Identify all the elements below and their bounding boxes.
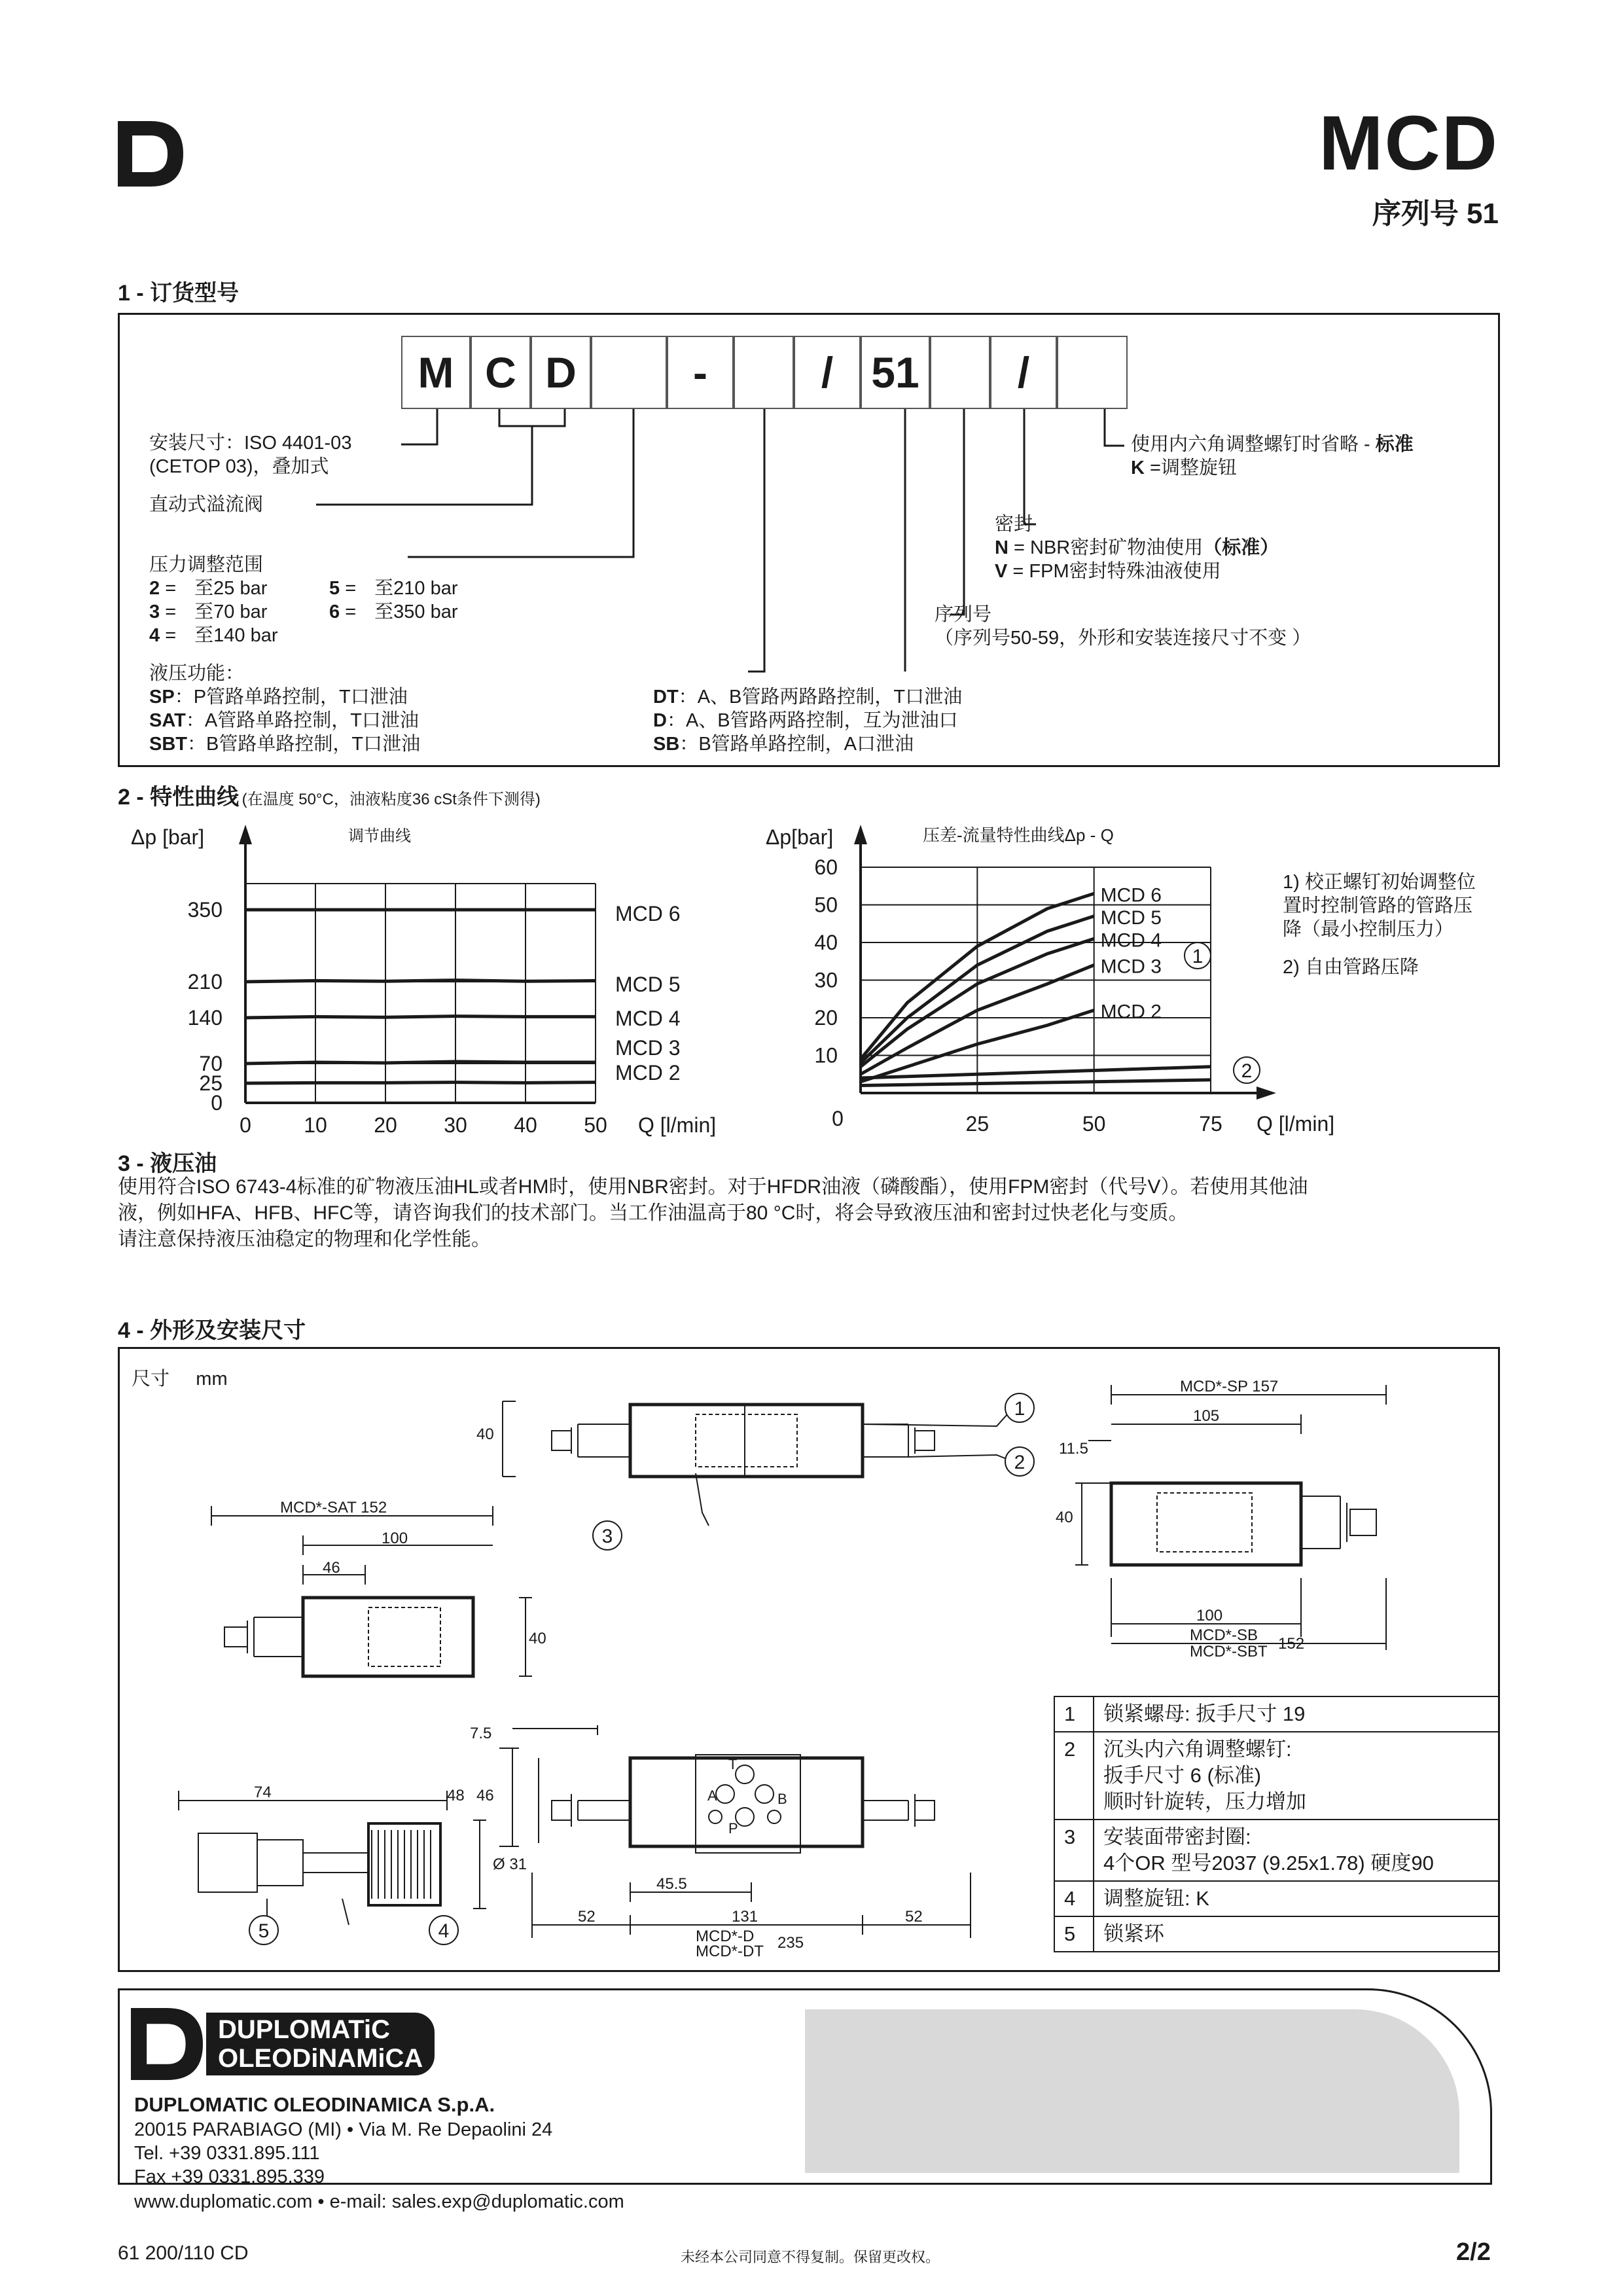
dim-40c: 40	[1056, 1509, 1073, 1526]
y-tick-label: 60	[814, 855, 838, 879]
x-tick-label: 75	[1199, 1112, 1222, 1136]
section3-title: 3 - 液压油	[118, 1151, 217, 1176]
pressure-range-title: 压力调整范围	[149, 554, 264, 575]
hyd-row: D：A、B管路两路控制，互为泄油口	[653, 710, 958, 731]
valve-body-top	[630, 1405, 863, 1477]
x-axis-arrow-icon	[1257, 1086, 1276, 1100]
x-tick-label: 40	[514, 1113, 537, 1137]
chart-note-1: 1) 校正螺钉初始调整位 置时控制管路的管路压 降（最小控制压力）	[1283, 872, 1476, 940]
series-label: MCD 2	[1100, 1001, 1162, 1023]
section2-heading: 2 - 特性曲线 (在温度 50°C，油液粘度36 cSt条件下测得)	[118, 785, 541, 810]
code-cell: /	[794, 336, 861, 409]
seal-fpm: V = FPM密封特殊油液使用	[995, 561, 1221, 582]
y-tick-label: 70	[199, 1052, 223, 1075]
company-address: 20015 PARABIAGO (MI) • Via M. Re Depaolini 24	[134, 2119, 553, 2140]
dim-11-5: 11.5	[1059, 1440, 1088, 1458]
seal-nbr: N = NBR密封矿物油使用（标准）	[995, 537, 1279, 558]
table-row: 1 锁紧螺母: 扳手尺寸 19	[1054, 1696, 1499, 1732]
series-label: MCD 6	[1100, 884, 1162, 906]
fluid-text-3: 请注意保持液压油稳定的物理和化学性能。	[118, 1229, 491, 1250]
series-label: MCD 5	[615, 973, 681, 996]
page-title: MCD	[1319, 100, 1499, 187]
dim-100a: 100	[382, 1530, 408, 1547]
regulation-curve-chart	[118, 818, 772, 1145]
ordering-code-box	[118, 313, 1500, 767]
series-line	[245, 1016, 596, 1018]
hyd-row: SB：B管路单路控制，A口泄油	[653, 734, 914, 755]
port-p-label: P	[728, 1820, 738, 1837]
callout-2: 2	[1014, 1452, 1026, 1473]
mount-label-1: 安装尺寸：ISO 4401-03	[149, 433, 352, 454]
chart-title: 调节曲线	[348, 827, 411, 845]
direct-acting-label: 直动式溢流阀	[149, 494, 264, 515]
dim-131: 131	[732, 1908, 758, 1926]
code-cell: C	[471, 336, 531, 409]
grey-panel	[805, 2009, 1459, 2173]
dim-235: 235	[777, 1934, 804, 1952]
series-label: MCD 5	[1100, 906, 1162, 929]
y-tick-label: 50	[814, 893, 838, 917]
series-label: MCD 3	[615, 1036, 681, 1060]
unit-label: 尺寸 mm	[132, 1369, 228, 1390]
port-t-label: T	[728, 1756, 738, 1772]
dim-sb: MCD*-SB	[1190, 1626, 1258, 1644]
dim-31: Ø 31	[493, 1856, 527, 1873]
x-tick-label: 20	[374, 1113, 397, 1137]
hyd-row: SAT：A管路单路控制，T口泄油	[149, 710, 419, 731]
marker-2-label: 2	[1241, 1060, 1253, 1082]
dim-46a: 46	[323, 1559, 340, 1577]
series-subtitle: 序列号 51	[1372, 198, 1499, 230]
x-tick-label: 0	[240, 1113, 251, 1137]
dim-sp: MCD*-SP 157	[1180, 1378, 1279, 1395]
y-tick-label: 30	[814, 968, 838, 992]
x-tick-label: 30	[444, 1113, 467, 1137]
dim-45-5: 45.5	[656, 1875, 687, 1893]
pressure-flow-chart	[753, 818, 1355, 1145]
callout-4: 4	[438, 1920, 450, 1942]
marker-1-label: 1	[1192, 946, 1204, 967]
series-label: MCD 4	[615, 1007, 681, 1030]
x-tick-label: 50	[584, 1113, 607, 1137]
page-number: 2/2	[1456, 2238, 1491, 2266]
table-row: 5 锁紧环	[1054, 1916, 1499, 1952]
dim-100b: 100	[1196, 1607, 1223, 1624]
y-axis-arrow-icon	[854, 825, 867, 844]
callout-5: 5	[258, 1920, 270, 1942]
y-tick-label: 210	[187, 970, 223, 994]
port-a-label: A	[707, 1787, 717, 1804]
y-tick-label: 350	[187, 898, 223, 922]
y-tick-label: 20	[814, 1006, 838, 1030]
series-number-title: 序列号	[935, 604, 992, 625]
y-tick-label: 25	[199, 1071, 223, 1095]
duplomatic-d-logo-icon	[118, 121, 183, 187]
code-cell: M	[401, 336, 471, 409]
copyright-note: 未经本公司同意不得复制。保留更改权。	[681, 2249, 940, 2265]
dim-sat: MCD*-SAT 152	[280, 1499, 387, 1516]
series-line	[861, 1080, 1211, 1086]
series-label: MCD 6	[615, 902, 681, 925]
series-label: MCD 3	[1100, 956, 1162, 978]
mount-label-2: (CETOP 03)，叠加式	[149, 456, 329, 477]
hyd-row: SP：P管路单路控制，T口泄油	[149, 687, 408, 708]
dimensions-box	[118, 1347, 1500, 1972]
table-row: 2 沉头内六角调整螺钉: 扳手尺寸 6 (标准) 顺时针旋转，压力增加	[1054, 1732, 1499, 1820]
code-cell: /	[990, 336, 1057, 409]
pressure-row: 3 = 至70 bar	[149, 601, 268, 622]
parts-table	[1054, 1696, 1500, 1952]
pressure-row: 2 = 至25 bar	[149, 578, 268, 599]
pressure-row: 5 = 至210 bar	[329, 578, 458, 599]
y-tick-label: 40	[814, 931, 838, 954]
dim-sbt: MCD*-SBT	[1190, 1643, 1268, 1660]
y-axis-label: Δp [bar]	[131, 825, 205, 849]
company-name: DUPLOMATIC OLEODINAMICA S.p.A.	[134, 2093, 495, 2116]
dim-52b: 52	[905, 1908, 923, 1926]
y-tick-label: 10	[814, 1043, 838, 1067]
dim-74: 74	[254, 1784, 272, 1801]
x-axis-label: Q [l/min]	[1257, 1112, 1335, 1136]
x-tick-label: 50	[1082, 1112, 1106, 1136]
code-cell: 51	[861, 336, 930, 409]
table-row: 3 安装面带密封圈: 4个OR 型号2037 (9.25x1.78) 硬度90	[1054, 1820, 1499, 1881]
y-axis-arrow-icon	[239, 825, 252, 844]
series-line	[245, 1062, 596, 1064]
dim-40b: 40	[529, 1630, 546, 1647]
table-row: 4 调整旋钮: K	[1054, 1881, 1499, 1916]
chart-title: 压差-流量特性曲线Δp - Q	[923, 825, 1114, 845]
knob-option-1: 使用内六角调整螺钉时省略 - 标准	[1131, 434, 1414, 455]
x-tick-label: 10	[304, 1113, 327, 1137]
hydraulic-function-title: 液压功能：	[149, 663, 245, 684]
x-tick-label: 0	[832, 1107, 844, 1130]
duplomatic-logo-icon	[131, 2008, 203, 2080]
dim-105: 105	[1193, 1407, 1220, 1425]
pressure-row: 6 = 至350 bar	[329, 601, 458, 622]
series-line	[245, 980, 596, 982]
dim-7-5: 7.5	[470, 1725, 492, 1742]
callout-3: 3	[601, 1526, 613, 1547]
section1-title: 1 - 订货型号	[118, 281, 240, 306]
series-number-note: （序列号50-59，外形和安装连接尺寸不变 ）	[935, 628, 1311, 649]
pressure-row: 4 = 至140 bar	[149, 625, 278, 646]
document-number: 61 200/110 CD	[118, 2242, 249, 2264]
dim-40a: 40	[476, 1426, 494, 1443]
code-cell: D	[531, 336, 591, 409]
y-tick-label: 0	[211, 1091, 223, 1115]
y-axis-label: Δp[bar]	[766, 825, 834, 849]
code-cell: -	[667, 336, 734, 409]
y-tick-label: 140	[187, 1006, 223, 1030]
dim-152: 152	[1278, 1635, 1305, 1653]
fluid-text-2: 液，例如HFA、HFB、HFC等，请咨询我们的技术部门。当工作油温高于80 °C时，将会导致液压油和密封过快老化与变质。	[118, 1202, 1188, 1224]
hyd-row: DT：A、B管路两路路控制，T口泄油	[653, 687, 963, 708]
brand-wordmark: DUPLOMATiC OLEODiNAMiCA	[206, 2013, 435, 2075]
hyd-row: SBT：B管路单路控制，T口泄油	[149, 734, 421, 755]
knob-option-2: K =调整旋钮	[1131, 457, 1237, 478]
x-tick-label: 25	[965, 1112, 990, 1136]
series-label: MCD 4	[1100, 929, 1162, 952]
seal-title: 密封	[995, 514, 1033, 535]
dim-dt: MCD*-DT	[696, 1943, 764, 1960]
chart-note-2: 2) 自由管路压降	[1283, 957, 1419, 978]
dim-46b: 46	[476, 1787, 494, 1804]
callout-1: 1	[1014, 1398, 1026, 1420]
x-axis-label: Q [l/min]	[638, 1113, 717, 1137]
company-tel: Tel. +39 0331.895.111	[134, 2143, 320, 2164]
fluid-text-1: 使用符合ISO 6743-4标准的矿物液压油HL或者HM时，使用NBR密封。对于HFDR油液（磷酸酯），使用FPM密封（代号V）。若使用其他油	[118, 1176, 1308, 1198]
series-line	[861, 1067, 1211, 1078]
port-b-label: B	[777, 1791, 787, 1807]
dim-52a: 52	[578, 1908, 596, 1926]
dim-d: MCD*-D	[696, 1928, 755, 1945]
company-web: www.duplomatic.com • e-mail: sales.exp@duplomatic.com	[134, 2191, 624, 2212]
dim-48: 48	[447, 1787, 465, 1804]
section4-title: 4 - 外形及安装尺寸	[118, 1318, 306, 1343]
company-fax: Fax +39 0331.895.339	[134, 2166, 325, 2187]
series-label: MCD 2	[615, 1061, 681, 1085]
